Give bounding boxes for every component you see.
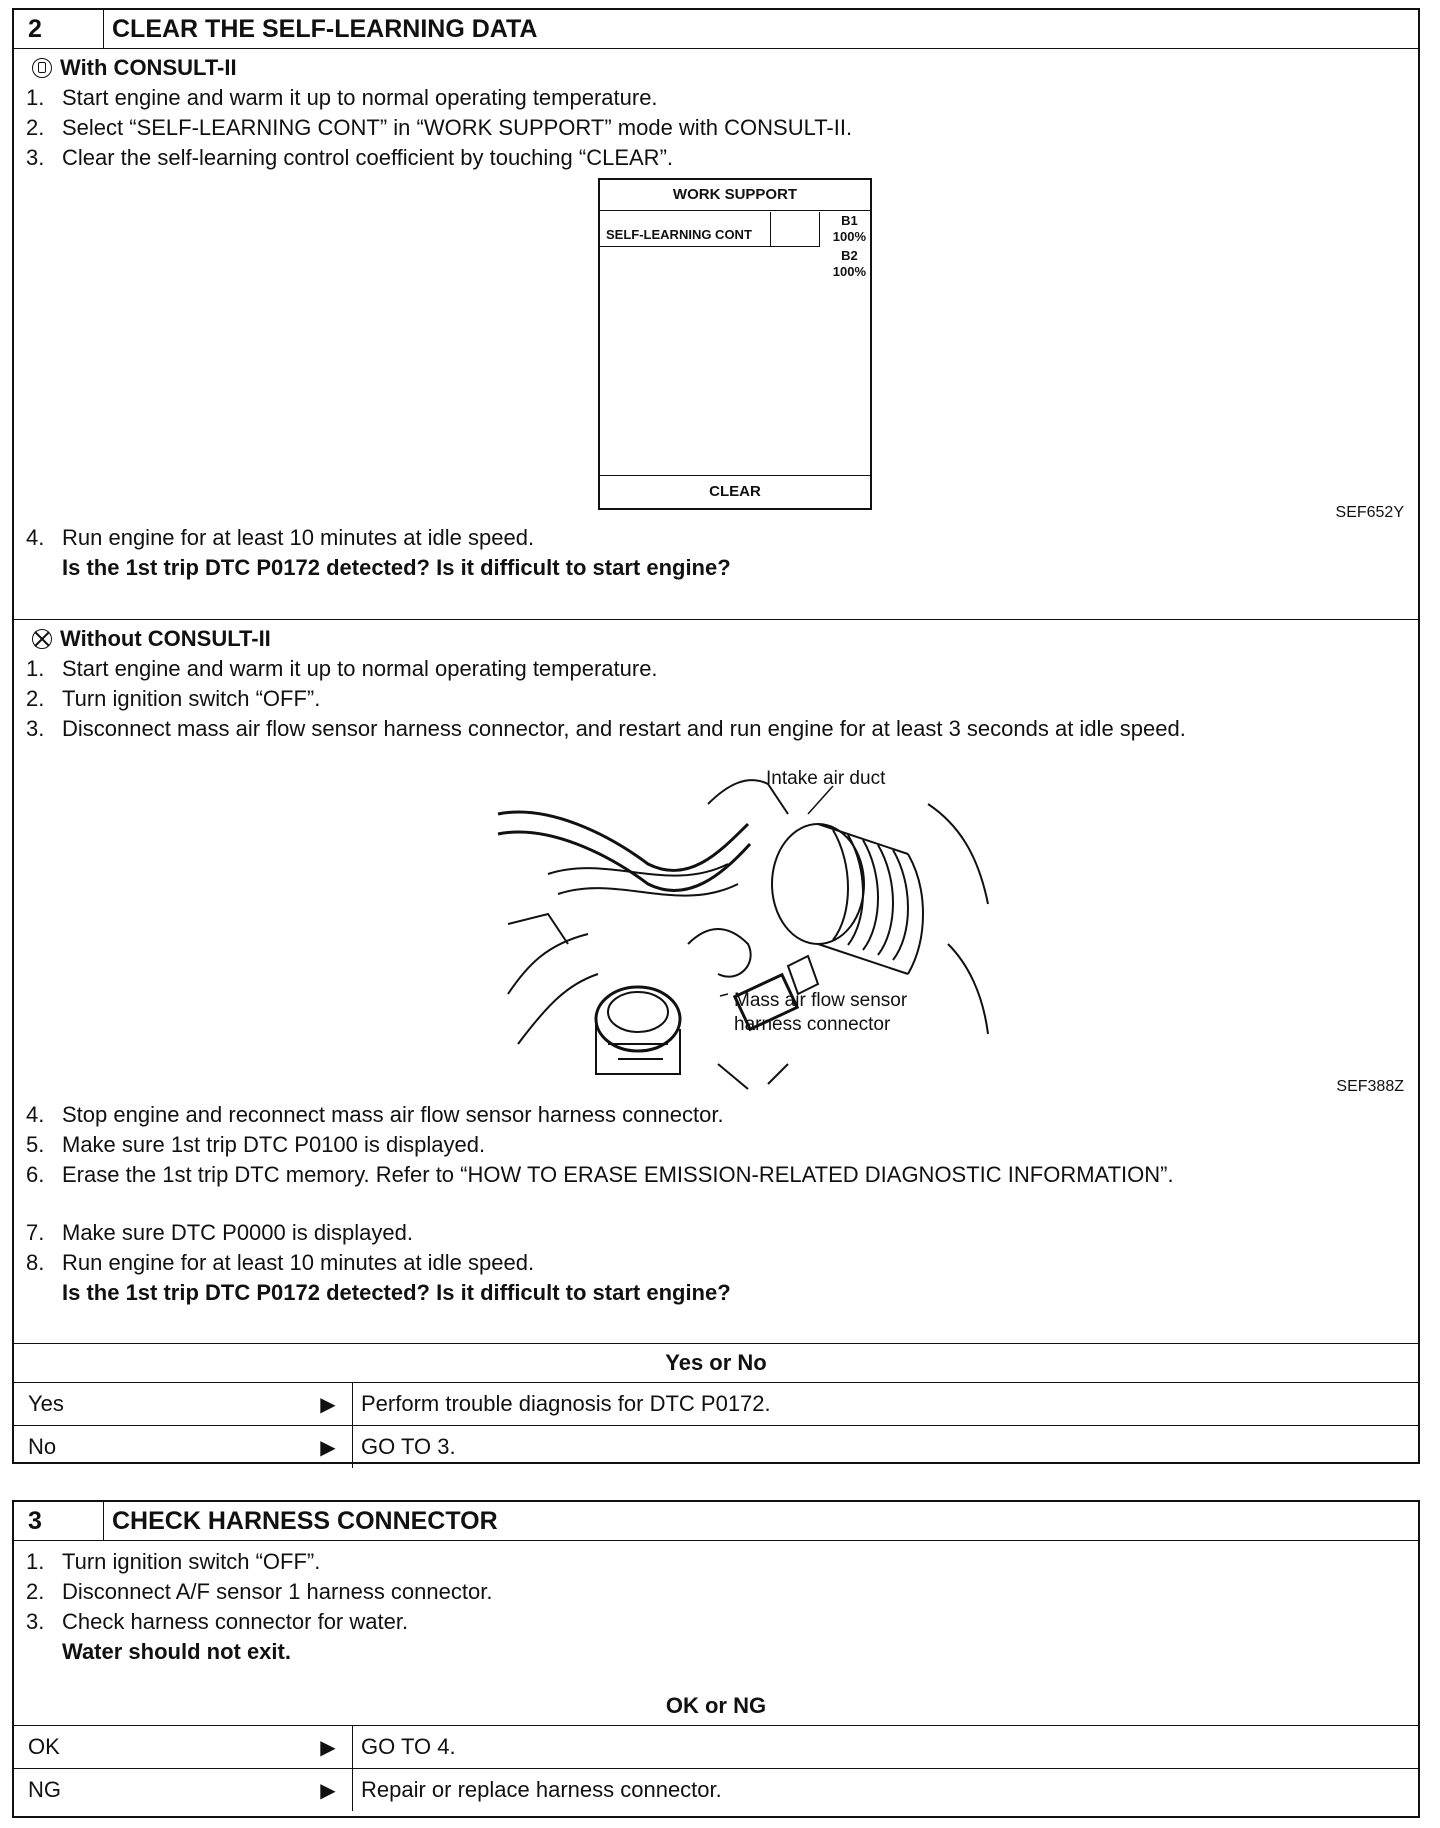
consult-connected-icon <box>32 58 52 78</box>
step-index: 7. <box>26 1220 45 1245</box>
step-text: Run engine for at least 10 minutes at idle speed. <box>62 525 535 550</box>
without-consult-label: Without CONSULT-II <box>60 626 271 651</box>
list-item <box>26 654 1418 684</box>
decision-result: Perform trouble diagnosis for DTC P0172. <box>361 1391 771 1416</box>
b1-value: 100% <box>832 229 866 244</box>
question-text: Is the 1st trip DTC P0172 detected? Is it difficult to start engine? <box>62 555 731 580</box>
list-item <box>26 1547 1418 1577</box>
list-item <box>26 714 1418 744</box>
with-consult-section <box>14 49 1418 619</box>
step-text: Erase the 1st trip DTC memory. Refer to “HOW TO ERASE EMISSION-RELATED DIAGNOSTIC INFORMATION”. <box>62 1162 1174 1187</box>
b2-label: B2 <box>841 248 858 263</box>
list-item <box>26 684 1418 714</box>
step-title: CHECK HARNESS CONNECTOR <box>112 1506 498 1535</box>
with-consult-label: With CONSULT-II <box>60 55 237 80</box>
step-text: Disconnect mass air flow sensor harness connector, and restart and run engine for at least 3 seconds at idle speed. <box>62 716 1186 741</box>
self-learning-item: SELF-LEARNING CONT <box>606 227 752 242</box>
decision-row-ok[interactable] <box>14 1726 1418 1769</box>
without-consult-section <box>14 620 1418 1343</box>
step-text: Make sure 1st trip DTC P0100 is displayed. <box>62 1132 486 1157</box>
step-3-block <box>12 1500 1420 1818</box>
list-item <box>26 143 1418 173</box>
step-2-block <box>12 8 1420 1464</box>
step-index: 1. <box>26 1549 45 1574</box>
step-text: Check harness connector for water. <box>62 1609 409 1634</box>
bank-2-readout <box>833 248 866 280</box>
step-index: 4. <box>26 525 45 550</box>
bank-1-readout <box>833 213 866 245</box>
decision-result: GO TO 3. <box>361 1434 456 1459</box>
step-index: 1. <box>26 656 45 681</box>
decision-row-ng[interactable] <box>14 1769 1418 1811</box>
decision-title: Yes or No <box>14 1344 1418 1383</box>
decision-label: OK <box>28 1734 60 1759</box>
engine-bay-illustration <box>488 744 998 1094</box>
decision-result: GO TO 4. <box>361 1734 456 1759</box>
list-item <box>26 113 1418 143</box>
step-text: Clear the self-learning control coefficient by touching “CLEAR”. <box>62 145 674 170</box>
work-support-title: WORK SUPPORT <box>600 180 870 211</box>
step-index: 3. <box>26 716 45 741</box>
list-item <box>26 523 1418 553</box>
list-item <box>26 1248 1418 1278</box>
step-text: Start engine and warm it up to normal operating temperature. <box>62 656 658 681</box>
decision-label: No <box>28 1434 57 1459</box>
step-index: 2. <box>26 686 45 711</box>
decision-title: OK or NG <box>14 1687 1418 1726</box>
clear-button[interactable]: CLEAR <box>600 475 870 508</box>
decision-label: NG <box>28 1777 61 1802</box>
step-index: 3. <box>26 1609 45 1634</box>
arrow-right-icon: ▶ <box>304 1426 353 1468</box>
work-support-figure <box>26 173 1418 523</box>
arrow-right-icon: ▶ <box>304 1769 353 1811</box>
list-item <box>26 1577 1418 1607</box>
step-index: 6. <box>26 1162 45 1187</box>
intake-air-duct-label: Intake air duct <box>766 768 886 789</box>
step-number: 2 <box>14 10 104 48</box>
step-index: 4. <box>26 1102 45 1127</box>
question-text: Is the 1st trip DTC P0172 detected? Is it difficult to start engine? <box>62 1280 731 1305</box>
decision-result: Repair or replace harness connector. <box>361 1777 722 1802</box>
step-text: Select “SELF-LEARNING CONT” in “WORK SUPPORT” mode with CONSULT-II. <box>62 115 853 140</box>
step-title: CLEAR THE SELF-LEARNING DATA <box>112 14 538 43</box>
note-text: Water should not exit. <box>62 1639 291 1664</box>
step-text: Run engine for at least 10 minutes at idle speed. <box>62 1250 535 1275</box>
step-text: Make sure DTC P0000 is displayed. <box>62 1220 413 1245</box>
engine-figure <box>26 744 1418 1100</box>
with-consult-heading <box>26 53 1418 83</box>
without-consult-heading <box>26 624 1418 654</box>
list-item <box>26 83 1418 113</box>
arrow-right-icon: ▶ <box>304 1383 353 1425</box>
decision-label: Yes <box>28 1391 64 1416</box>
list-item <box>26 1218 1418 1248</box>
item-divider <box>600 246 770 247</box>
step-text: Disconnect A/F sensor 1 harness connector. <box>62 1579 493 1604</box>
list-item <box>26 1100 1418 1130</box>
step-number: 3 <box>14 1502 104 1540</box>
list-item <box>26 1607 1418 1637</box>
step-text: Turn ignition switch “OFF”. <box>62 1549 321 1574</box>
work-support-screen <box>598 178 872 510</box>
step-3-content <box>14 1541 1418 1687</box>
figure-code: SEF388Z <box>1336 1078 1404 1095</box>
arrow-right-icon: ▶ <box>304 1726 353 1768</box>
decision-row-no[interactable] <box>14 1426 1418 1468</box>
step-index: 1. <box>26 85 45 110</box>
maf-connector-label-line-1: Mass air flow sensor <box>734 990 908 1011</box>
step-index: 8. <box>26 1250 45 1275</box>
decision-row-yes[interactable] <box>14 1383 1418 1426</box>
step-index: 3. <box>26 145 45 170</box>
figure-code: SEF652Y <box>1335 504 1404 521</box>
list-item <box>26 1130 1418 1160</box>
step-index: 5. <box>26 1132 45 1157</box>
step-index: 2. <box>26 1579 45 1604</box>
consult-not-connected-icon <box>32 629 52 649</box>
step-2-header <box>14 10 1418 49</box>
maf-connector-label-line-2: harness connector <box>734 1014 891 1035</box>
step-text: Turn ignition switch “OFF”. <box>62 686 321 711</box>
value-box <box>770 212 820 247</box>
step-3-header <box>14 1502 1418 1541</box>
step-text: Stop engine and reconnect mass air flow sensor harness connector. <box>62 1102 724 1127</box>
list-item <box>26 1160 1418 1190</box>
step-text: Start engine and warm it up to normal operating temperature. <box>62 85 658 110</box>
b1-label: B1 <box>841 213 858 228</box>
step-index: 2. <box>26 115 45 140</box>
b2-value: 100% <box>832 264 866 279</box>
